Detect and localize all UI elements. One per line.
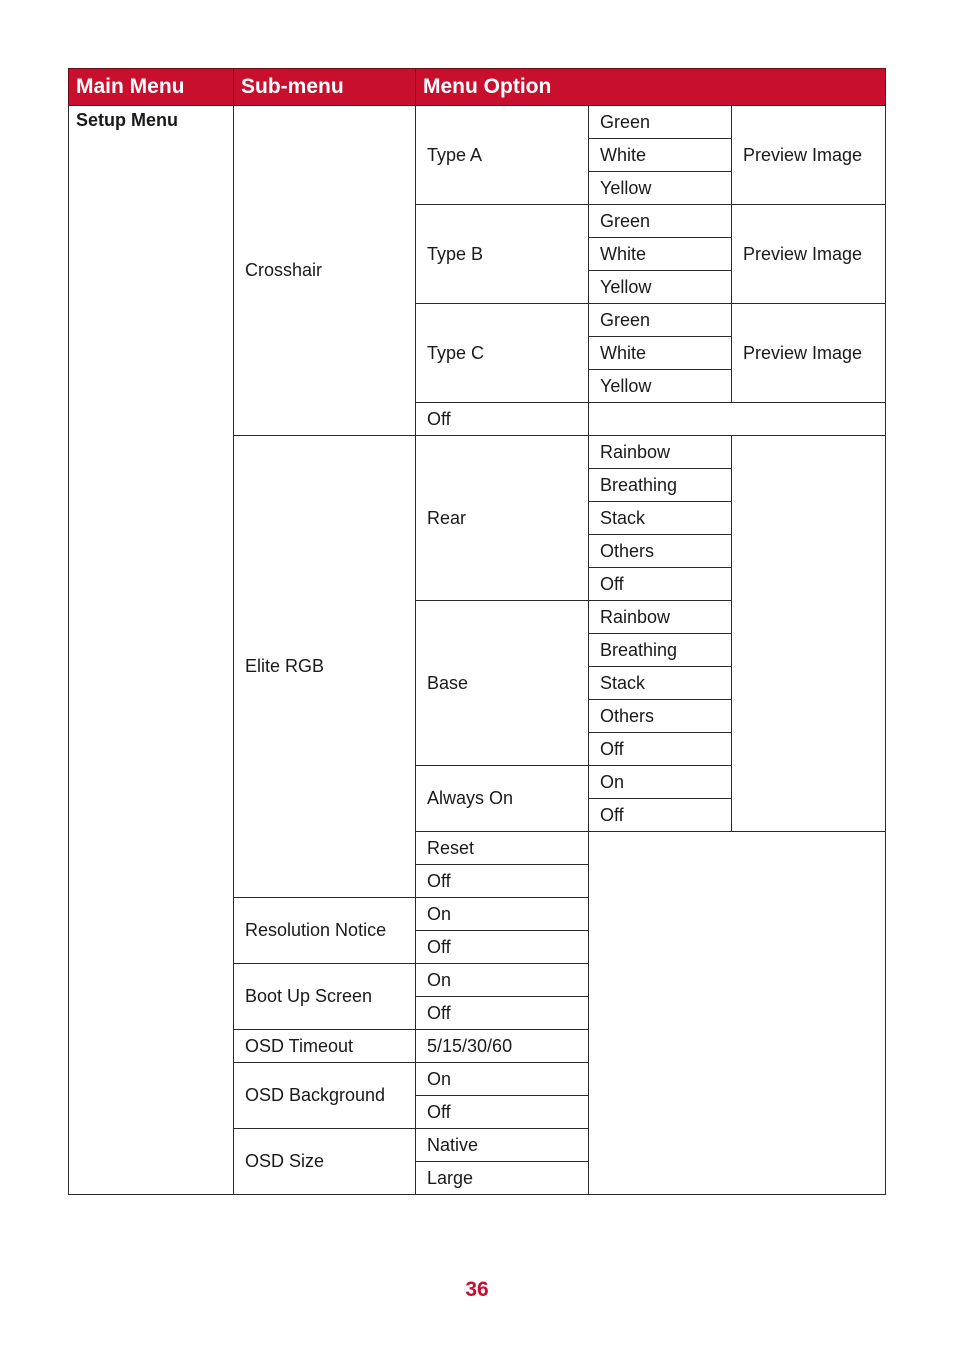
elite-rgb-base-option: Rainbow xyxy=(589,601,732,634)
elite-rgb-rear-option: Others xyxy=(589,535,732,568)
crosshair-type-a-color: White xyxy=(589,139,732,172)
page-number: 36 xyxy=(465,1278,489,1301)
boot-up-screen-option: On xyxy=(416,964,589,997)
elite-rgb-reset: Reset xyxy=(416,832,589,865)
crosshair-type-a-color: Green xyxy=(589,106,732,139)
submenu-osd-background: OSD Background xyxy=(234,1063,416,1129)
empty-cell xyxy=(732,436,886,832)
setup-menu-table xyxy=(68,68,886,1195)
osd-timeout-value: 5/15/30/60 xyxy=(416,1030,589,1063)
elite-rgb-base-option: Breathing xyxy=(589,634,732,667)
crosshair-type-c: Type C xyxy=(416,304,589,403)
empty-cell xyxy=(589,832,886,1195)
osd-background-option: Off xyxy=(416,1096,589,1129)
crosshair-type-b-color: Green xyxy=(589,205,732,238)
submenu-osd-timeout: OSD Timeout xyxy=(234,1030,416,1063)
boot-up-screen-option: Off xyxy=(416,997,589,1030)
elite-rgb-base-option: Off xyxy=(589,733,732,766)
resolution-notice-option: Off xyxy=(416,931,589,964)
crosshair-type-c-preview: Preview Image xyxy=(732,304,886,403)
header-menu-option: Menu Option xyxy=(416,69,886,106)
elite-rgb-rear-option: Rainbow xyxy=(589,436,732,469)
elite-rgb-always-on: Always On xyxy=(416,766,589,832)
crosshair-type-c-color: Green xyxy=(589,304,732,337)
empty-cell xyxy=(589,403,886,436)
osd-size-option: Large xyxy=(416,1162,589,1195)
submenu-boot-up-screen: Boot Up Screen xyxy=(234,964,416,1030)
elite-rgb-always-on-option: Off xyxy=(589,799,732,832)
osd-size-option: Native xyxy=(416,1129,589,1162)
elite-rgb-rear-option: Breathing xyxy=(589,469,732,502)
elite-rgb-rear-option: Off xyxy=(589,568,732,601)
table-header-row xyxy=(69,69,886,106)
crosshair-type-a-preview: Preview Image xyxy=(732,106,886,205)
submenu-crosshair: Crosshair xyxy=(234,106,416,436)
submenu-resolution-notice: Resolution Notice xyxy=(234,898,416,964)
main-menu-setup: Setup Menu xyxy=(69,106,234,1195)
submenu-elite-rgb: Elite RGB xyxy=(234,436,416,898)
crosshair-type-a-color: Yellow xyxy=(589,172,732,205)
crosshair-type-b-color: Yellow xyxy=(589,271,732,304)
crosshair-type-a: Type A xyxy=(416,106,589,205)
table-row xyxy=(69,106,886,139)
header-main-menu: Main Menu xyxy=(69,69,234,106)
crosshair-type-b-color: White xyxy=(589,238,732,271)
header-sub-menu: Sub-menu xyxy=(234,69,416,106)
crosshair-off: Off xyxy=(416,403,589,436)
submenu-osd-size: OSD Size xyxy=(234,1129,416,1195)
resolution-notice-option: On xyxy=(416,898,589,931)
elite-rgb-base-option: Others xyxy=(589,700,732,733)
crosshair-type-c-color: White xyxy=(589,337,732,370)
elite-rgb-base-option: Stack xyxy=(589,667,732,700)
elite-rgb-off: Off xyxy=(416,865,589,898)
crosshair-type-c-color: Yellow xyxy=(589,370,732,403)
elite-rgb-rear-option: Stack xyxy=(589,502,732,535)
osd-background-option: On xyxy=(416,1063,589,1096)
crosshair-type-b-preview: Preview Image xyxy=(732,205,886,304)
elite-rgb-base: Base xyxy=(416,601,589,766)
elite-rgb-rear: Rear xyxy=(416,436,589,601)
elite-rgb-always-on-option: On xyxy=(589,766,732,799)
crosshair-type-b: Type B xyxy=(416,205,589,304)
